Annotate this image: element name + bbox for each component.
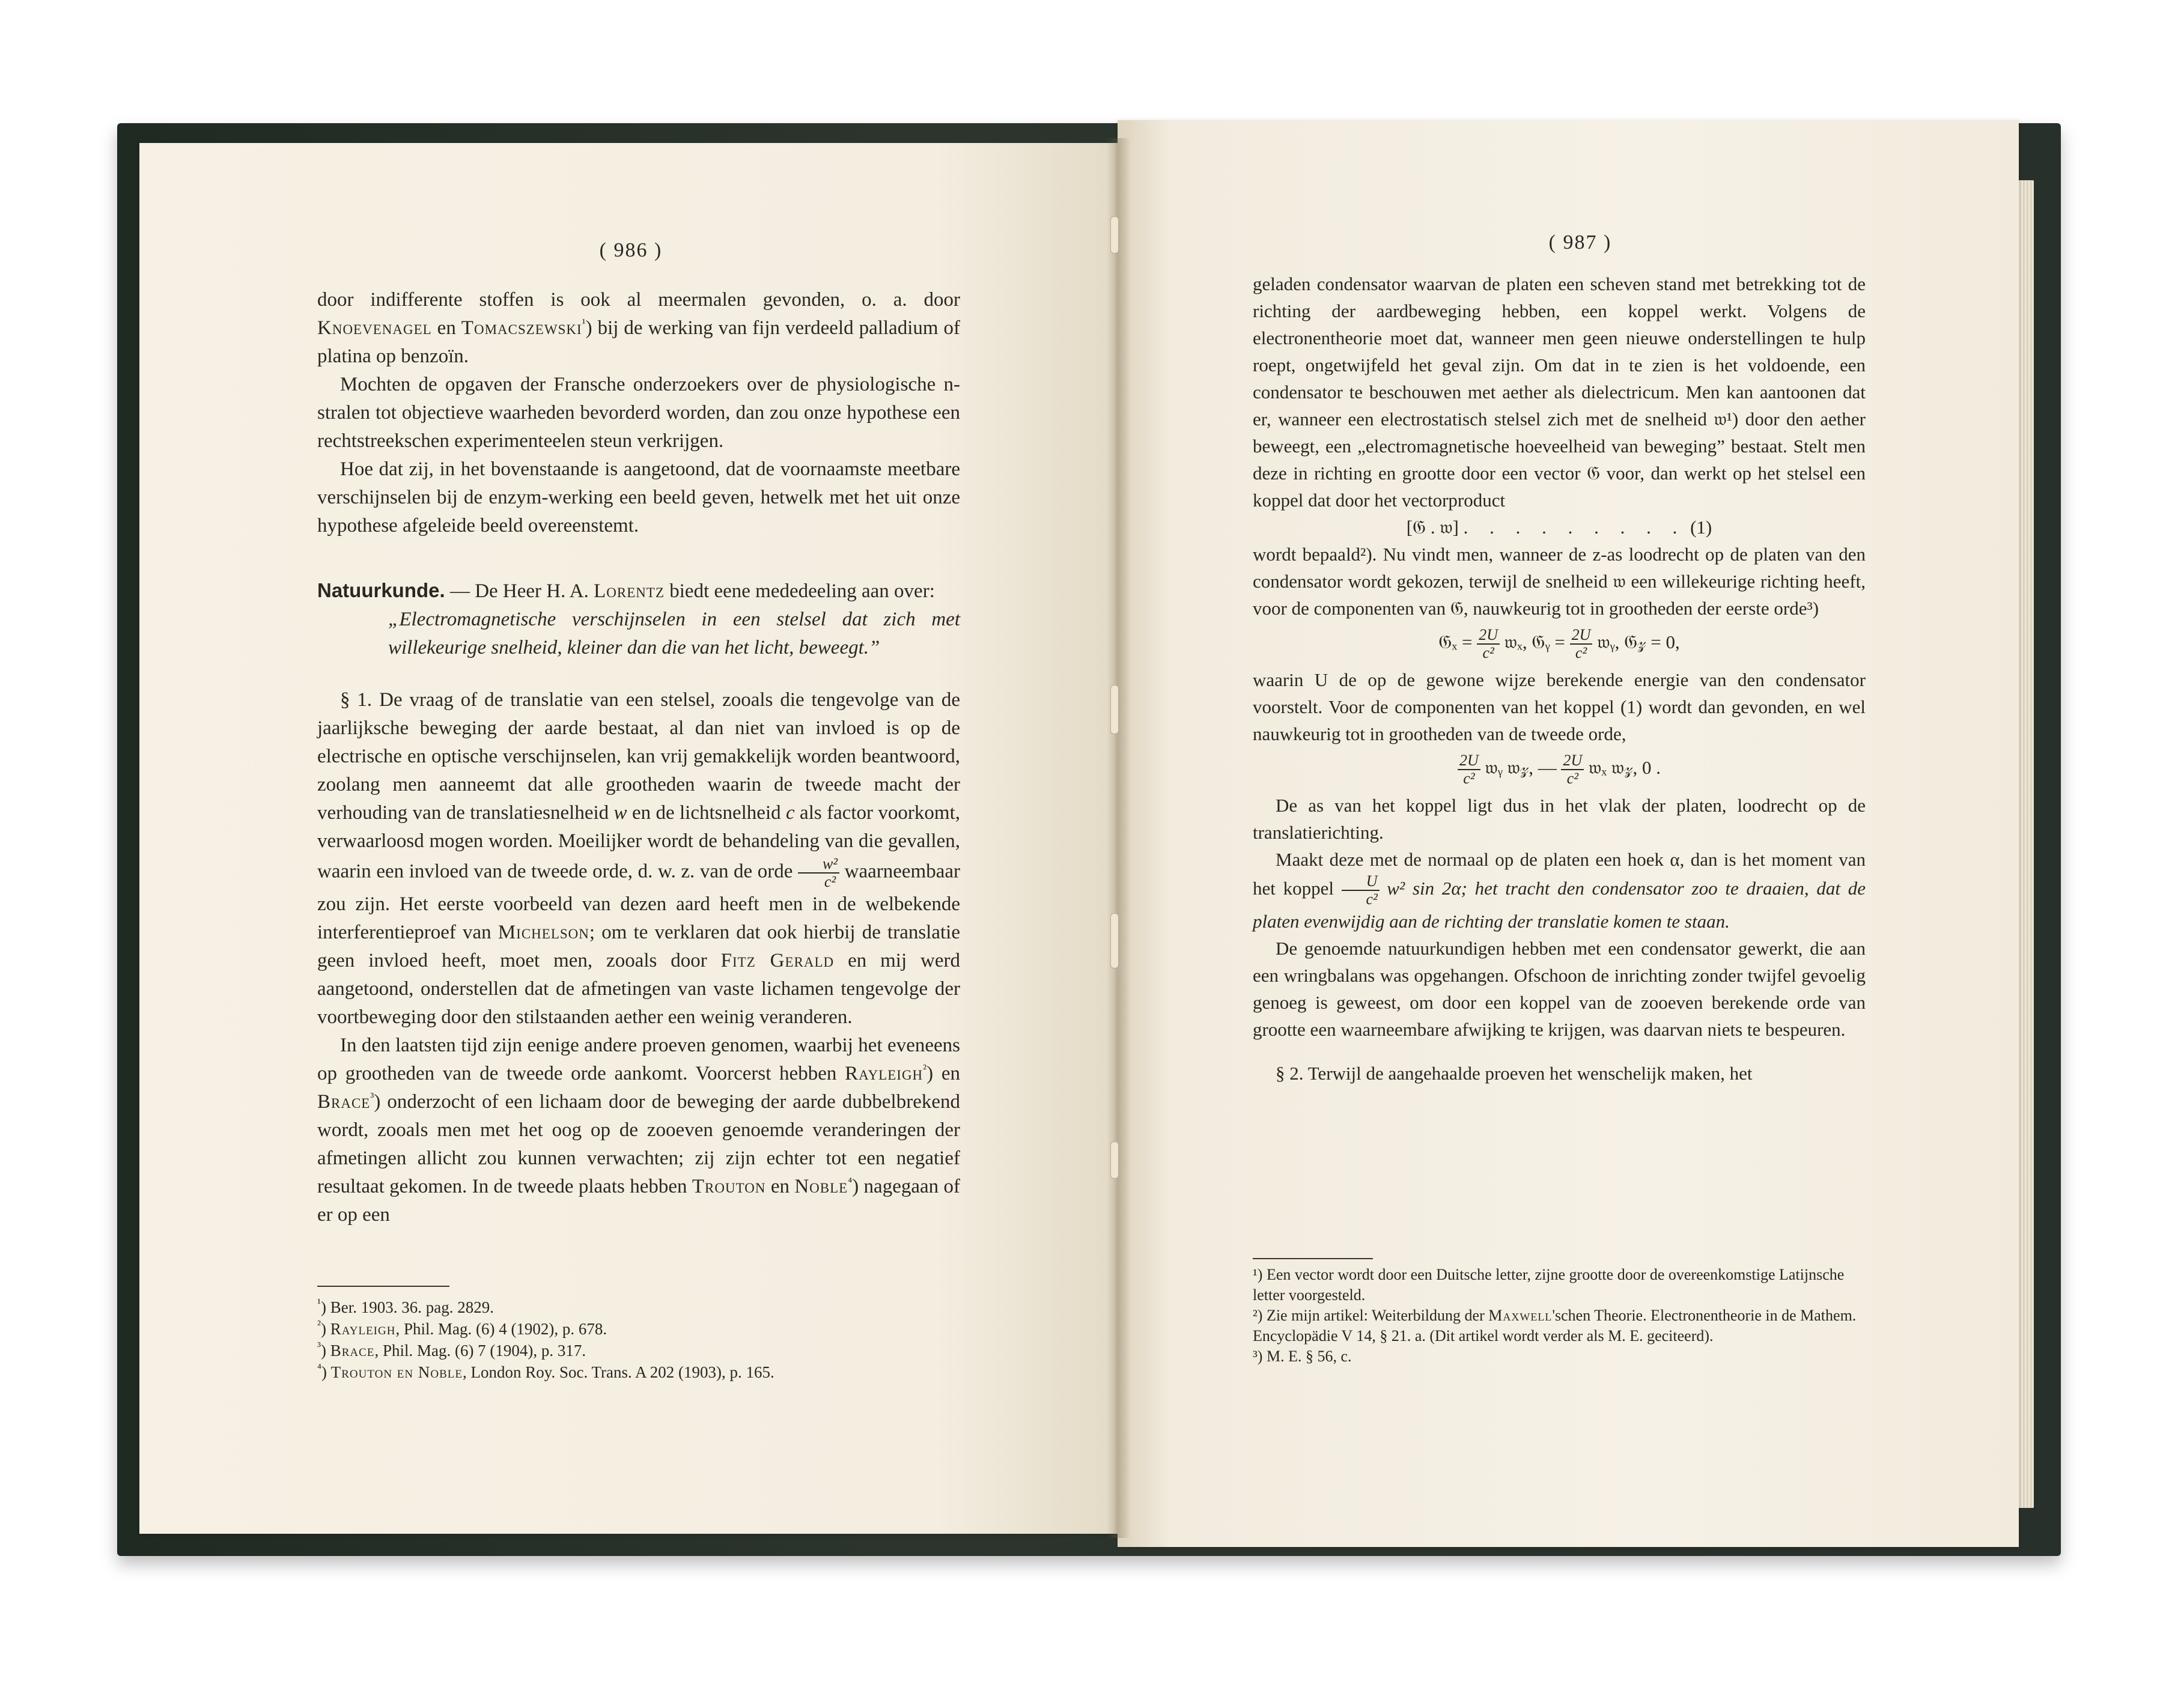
equation-2: 𝔊ₓ = $\frac{2U}{\text{c²}}$ 𝔴ₓ, 𝔊ᵧ = $\frac{2U}{\text{c²}}$ 𝔴ᵧ, 𝔊𝓏 = 0, [1438,626,1680,661]
left-page-number: ( 986 ) [599,239,663,261]
footnote: $^{^1}$) Ber. 1903. 36. pag. 2829. [317,1296,494,1316]
paragraph: De genoemde natuurkundigen hebben met een condensator gewerkt, die aan een wringbalans was opgehangen. Ofschoon de inrichting zonder twijfel gevoelig genoeg is geweest, om door een koppel van de zooeven berekende orde van grootte een waarneembare afwijking te krijgen, was daarvan niets te bespeuren. [1253,938,1866,1040]
fraction: $\frac{2U}{\text{c²}}$ [1477,627,1500,661]
footnote-rule [1253,1258,1373,1259]
right-page-number: ( 987 ) [1548,231,1612,254]
left-page-body [317,286,960,1229]
article-title: „Electromagnetische verschijnselen in een stelsel dat zich met willekeurige snelheid, kleiner dan die van het licht, beweegt.” [388,609,960,658]
footnote-mark: ² [923,1062,927,1075]
paragraph: De as van het koppel ligt dus in het vlak der platen, loodrecht op de translatierichting. [1253,795,1866,843]
paragraph: § 1. De vraag of de translatie van een stelsel, zooals die tengevolge van de jaarlijksche beweging der aarde bestaat, al dan niet van invloed is op de electrische en optische verschijnselen, kan vrij gemakkelijk worden beantwoord, zoolang men aanneemt dat alle grootheden waarin de tweede macht der verhouding van de translatiesnelheid w en de lichtsnelheid c als factor voorkomt, verwaarloosd mogen worden. Moeilijker wordt de behandeling van die gevallen, waarin een invloed van de tweede orde, d. w. z. van de orde $\frac{\text{w²}}{\text{c²}}$ waarneembaar zou zijn. Het eerste voorbeeld van dezen aard heeft men in de welbekende interferentieproef van Michelson; om te verklaren dat ook hierbij de translatie geen invloed heeft, moet men, zooals door Fitz Gerald en mij werd aangetoond, onderstellen dat de afmetingen van vaste lichamen tengevolge der voortbeweging door den stilstaanden aether een weinig veranderen. [317,689,961,1028]
footnote: ²) Zie mijn artikel: Weiterbildung der Maxwell'schen Theorie. Electronentheorie in de Mathem. Encyclopädie V 14, § 21. a. (Dit artikel wordt verder als M. E. geciteerd). [1253,1307,1857,1345]
footnote-mark: ⁴ [848,1175,853,1188]
paragraph: geladen condensator waarvan de platen een scheven stand met betrekking tot de richting der aardbeweging hebben, een koppel werkt. Volgens de electronentheorie moet dat, wanneer men geen nieuwe onderstellingen te hulp roept, ongetwijfeld het geval zijn. Om dat in te zien is het voldoende, een condensator te beschouwen met aether als dielectricum. Men kan aantoonen dat er, wanneer een electrostatisch stelsel zich met de snelheid 𝔴¹) door den aether beweegt, een „electromagnetische hoeveelheid van beweging” bestaat. Stelt men deze in richting en grootte door een vector 𝔊 voor, dan werkt op het stelsel een koppel dat door het vectorproduct [1253,273,1866,511]
author-name: Michelson [497,922,589,943]
author-name: Fitz Gerald [720,950,835,971]
right-footnotes [1253,1265,1866,1367]
equation-1: [𝔊 . 𝔴] . . . . . . . . . (1) [1406,517,1712,538]
paragraph: Maakt deze met de normaal op de platen een hoek α, dan is het moment van het koppel $\frac{U}{\text{c²}}$ w² sin 2α; het tracht den condensator zoo te draaien, dat de platen evenwijdig aan de richting der translatie komen te staan. [1253,849,1866,932]
author-name: Rayleigh [845,1063,923,1084]
paragraph: door indifferente stoffen is ook al meermalen gevonden, o. a. door Knoevenagel en Tomacszewski$^{^1}$) bij de werking van fijn verdeeld palladium of platina op benzoïn. [317,289,961,367]
paragraph: § 2. Terwijl de aangehaalde proeven het wenschelijk maken, het [1276,1063,1753,1084]
author-name: Noble [794,1176,848,1197]
paragraph: wordt bepaald²). Nu vindt men, wanneer de z-as loodrecht op de platen van den condensator wordt gekozen, terwijl de snelheid 𝔴 een willekeurige richting heeft, voor de componenten van 𝔊, nauwkeurig tot in grootheden der eerste orde³) [1253,544,1866,619]
footnote: ¹) Een vector wordt door een Duitsche letter, zijne grootte door de overeenkomstige Latijnsche letter voorgesteld. [1253,1266,1845,1304]
fraction: $\frac{\text{w²}}{\text{c²}}$ [798,856,839,890]
fraction: $\frac{2U}{\text{c²}}$ [1458,752,1480,787]
equation-3: $\frac{2U}{\text{c²}}$ 𝔴ᵧ 𝔴𝓏, — $\frac{2U}{\text{c²}}$ 𝔴ₓ 𝔴𝓏, 0 . [1253,752,1866,787]
author-name: Lorentz [594,580,665,602]
fraction: $\frac{U}{\text{c²}}$ [1342,873,1380,908]
left-footnotes [317,1296,960,1383]
binding-stitch [1110,685,1119,734]
author-name: Brace [317,1091,371,1113]
author-name: Knoevenagel [317,317,432,339]
paragraph: Mochten de opgaven der Fransche onderzoekers over de physiologische n-stralen tot objectieve waarheden bevorderd worden, dan zou onze hypothese een rechtstreekschen experimenteelen steun verkrijgen. [317,374,960,452]
binding-stitch [1110,1141,1119,1179]
footnote: $^{^3}$) Brace, Phil. Mag. (6) 7 (1904), p. 317. [317,1340,586,1360]
author-name: Trouton [692,1176,766,1197]
paragraph: Hoe dat zij, in het bovenstaande is aangetoond, dat de voornaamste meetbare verschijnselen bij de enzym-werking een beeld geven, hetwelk met het uit onze hypothese afgeleide beeld overeenstemt. [317,458,960,536]
footnote-mark: ³ [370,1090,374,1104]
footnote: ³) M. E. § 56, c. [1253,1348,1352,1365]
spacer [1253,1043,1866,1060]
spacer [317,540,960,576]
footnote-rule [317,1286,449,1287]
author-name: Tomacszewski [461,317,582,339]
footnote: $^{^2}$) Rayleigh, Phil. Mag. (6) 4 (1902), p. 678. [317,1318,607,1338]
fraction: $\frac{2U}{\text{c²}}$ [1561,752,1584,787]
section-heading: Natuurkunde. — De Heer H. A. Lorentz biedt eene mededeeling aan over: [317,579,935,602]
book-gutter [1107,138,1131,1538]
footnote: $^{^4}$) Trouton en Noble, London Roy. Soc. Trans. A 202 (1903), p. 165. [317,1361,774,1381]
paragraph: waarin U de op de gewone wijze berekende energie van den condensator voorstelt. Voor de componenten van het koppel (1) wordt dan gevonden, en wel nauwkeurig tot in grootheden van de tweede orde, [1253,669,1866,744]
fraction: $\frac{2U}{\text{c²}}$ [1570,627,1593,661]
binding-stitch [1110,216,1119,254]
heading-label: Natuurkunde. [317,579,445,601]
right-page-body [1253,270,1866,1087]
binding-stitch [1110,913,1119,968]
paragraph: In den laatsten tijd zijn eenige andere proeven genomen, waarbij het eveneens op grootheden van de tweede orde aankomt. Voorcerst hebben Rayleigh$^{^2}$) en Brace$^{^3}$) onderzocht of een lichaam door de beweging der aarde dubbelbrekend wordt, zooals men met het oog op de zooeven genoemde veranderingen der afmetingen allicht zou kunnen verwachten; zij zijn echter tot een negatief resultaat gekomen. In de tweede plaats hebben Trouton en Noble$^{^4}$) nagegaan of er op een [317,1035,961,1226]
spacer [317,662,960,686]
footnote-mark: ¹ [582,317,586,330]
